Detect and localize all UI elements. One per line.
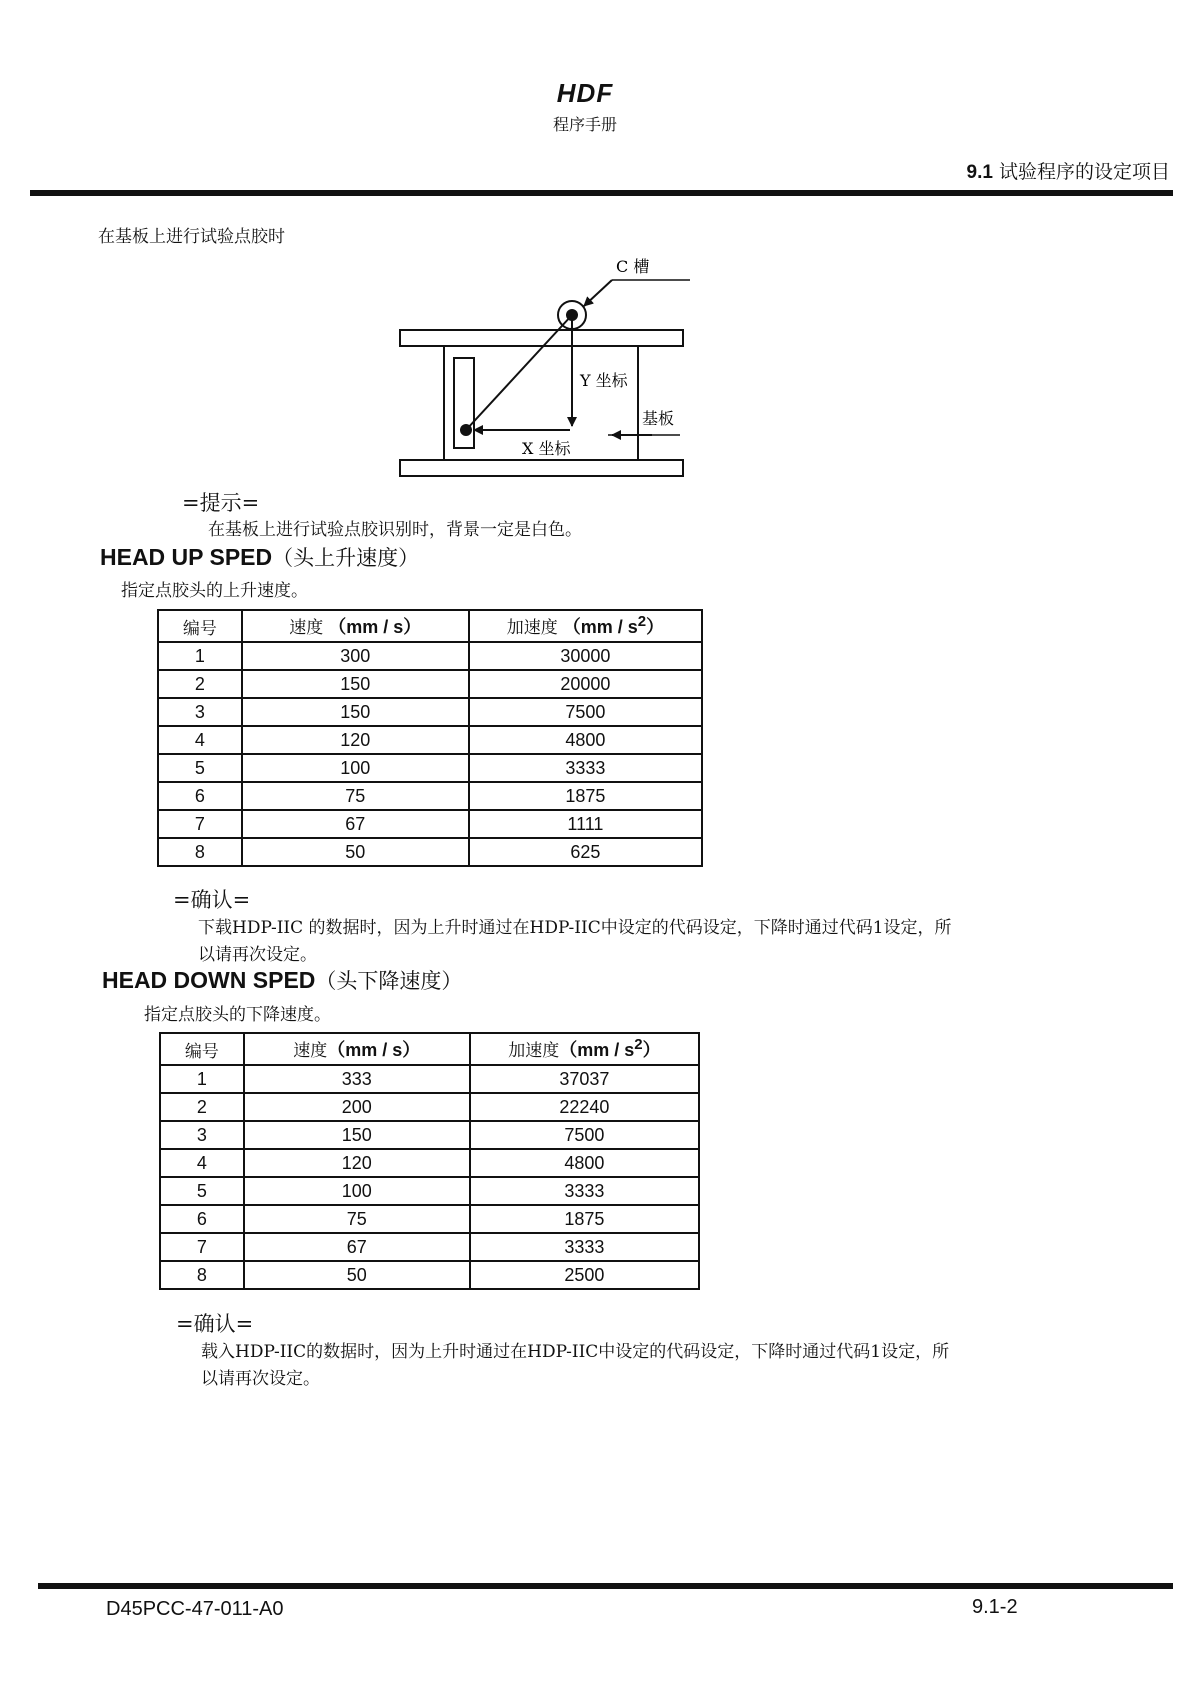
table-cell: 300 — [242, 642, 469, 670]
col-header-no: 编号 — [160, 1033, 244, 1065]
col-header-accel: 加速度 $(mm / s^2)$ — [469, 610, 702, 642]
footer-rule — [38, 1583, 1173, 1589]
table-cell: 120 — [242, 726, 469, 754]
table-cell: 4 — [160, 1149, 244, 1177]
board-diagram — [390, 250, 700, 485]
document-number: D45PCC-47-011-A0 — [106, 1598, 284, 1620]
header-rule — [30, 190, 1173, 196]
head-up-table — [157, 609, 703, 867]
table-row — [158, 782, 702, 810]
table-cell: 1 — [160, 1065, 244, 1093]
table-row — [158, 642, 702, 670]
table-cell: 37037 — [470, 1065, 699, 1093]
label-x-coord: X 坐标 — [522, 439, 571, 458]
table-cell: 67 — [242, 810, 469, 838]
table-cell: 50 — [244, 1261, 470, 1289]
head-up-description: 指定点胶头的上升速度。 — [121, 581, 308, 601]
head-up-confirm-line2: 以请再次设定。 — [198, 945, 317, 965]
head-down-confirm-title: =确认= — [176, 1312, 254, 1336]
manual-subtitle: 程序手册 — [552, 115, 617, 134]
table-cell: 100 — [242, 754, 469, 782]
table-row — [160, 1121, 699, 1149]
head-up-heading — [100, 542, 419, 572]
table-row — [158, 726, 702, 754]
table-cell: 3 — [158, 698, 242, 726]
section-number: 9.1 — [966, 162, 993, 183]
table-cell: 22240 — [470, 1093, 699, 1121]
table-cell: 3 — [160, 1121, 244, 1149]
table-cell: 625 — [469, 838, 702, 866]
table-cell: 3333 — [470, 1177, 699, 1205]
table-cell: 1875 — [470, 1205, 699, 1233]
table-row — [158, 754, 702, 782]
table-cell: 2500 — [470, 1261, 699, 1289]
table-cell: 50 — [242, 838, 469, 866]
label-c-groove: C 槽 — [616, 257, 650, 276]
col-header-speed: 速度（mm / s） — [244, 1033, 470, 1065]
table-header-row — [158, 610, 702, 642]
table-cell: 4 — [158, 726, 242, 754]
table-row — [158, 698, 702, 726]
table-cell: 333 — [244, 1065, 470, 1093]
table-cell: 7500 — [470, 1121, 699, 1149]
table-cell: 67 — [244, 1233, 470, 1261]
table-cell: 6 — [160, 1205, 244, 1233]
top-plate — [400, 330, 683, 346]
table-row — [158, 670, 702, 698]
table-cell: 75 — [244, 1205, 470, 1233]
table-row — [160, 1065, 699, 1093]
table-cell: 5 — [160, 1177, 244, 1205]
table-row — [158, 838, 702, 866]
table-cell: 75 — [242, 782, 469, 810]
bottom-plate — [400, 460, 683, 476]
table-cell: 7 — [160, 1233, 244, 1261]
head-up-confirm-line1: 下载HDP-IIC 的数据时，因为上升时通过在HDP-IIC中设定的代码设定，下降时通过代码1设定，所 — [198, 918, 952, 938]
head-down-confirm-line1: 载入HDP-IIC的数据时，因为上升时通过在HDP-IIC中设定的代码设定，下降时通过代码1设定，所 — [201, 1342, 950, 1362]
table-row — [160, 1149, 699, 1177]
table-row — [160, 1177, 699, 1205]
section-title: 试验程序的设定项目 — [998, 161, 1170, 183]
col-header-no: 编号 — [158, 610, 242, 642]
table-header-row — [160, 1033, 699, 1065]
table-cell: 8 — [160, 1261, 244, 1289]
brand-title: HDF — [556, 78, 614, 108]
table-cell: 20000 — [469, 670, 702, 698]
tip-title: =提示= — [182, 491, 260, 515]
table-row — [160, 1205, 699, 1233]
table-cell: 4800 — [469, 726, 702, 754]
table-cell: 2 — [160, 1093, 244, 1121]
table-row — [160, 1261, 699, 1289]
label-y-coord: Y 坐标 — [580, 371, 628, 390]
table-cell: 4800 — [470, 1149, 699, 1177]
table-cell: 120 — [244, 1149, 470, 1177]
table-cell: 8 — [158, 838, 242, 866]
col-header-accel: 加速度$(mm / s^2)$ — [470, 1033, 699, 1065]
head-down-heading — [102, 965, 462, 995]
table-cell: 1875 — [469, 782, 702, 810]
head-up-title-en: HEAD UP SPED — [100, 544, 273, 570]
table-row — [160, 1093, 699, 1121]
intro-text: 在基板上进行试验点胶时 — [98, 227, 285, 247]
table-cell: 150 — [242, 670, 469, 698]
table-cell: 150 — [244, 1121, 470, 1149]
table-cell: 150 — [242, 698, 469, 726]
table-cell: 6 — [158, 782, 242, 810]
head-down-table — [159, 1032, 700, 1290]
table-row — [158, 810, 702, 838]
table-cell: 2 — [158, 670, 242, 698]
table-cell: 7 — [158, 810, 242, 838]
table-cell: 3333 — [470, 1233, 699, 1261]
head-down-confirm-line2: 以请再次设定。 — [201, 1369, 320, 1389]
table-cell: 200 — [244, 1093, 470, 1121]
label-board: 基板 — [642, 409, 675, 428]
section-heading — [967, 157, 1170, 184]
table-row — [160, 1233, 699, 1261]
table-cell: 30000 — [469, 642, 702, 670]
head-down-title-cn: （头下降速度） — [315, 969, 463, 993]
table-cell: 5 — [158, 754, 242, 782]
table-cell: 3333 — [469, 754, 702, 782]
head-down-title-en: HEAD DOWN SPED — [102, 967, 316, 993]
tip-text: 在基板上进行试验点胶识别时，背景一定是白色。 — [208, 520, 582, 540]
table-cell: 7500 — [469, 698, 702, 726]
head-up-confirm-title: =确认= — [173, 888, 251, 912]
dispense-point — [460, 424, 472, 436]
head-down-description: 指定点胶头的下降速度。 — [144, 1005, 331, 1025]
table-cell: 1 — [158, 642, 242, 670]
table-cell: 100 — [244, 1177, 470, 1205]
head-up-title-cn: （头上升速度） — [272, 546, 420, 570]
page-number: 9.1-2 — [972, 1596, 1018, 1618]
col-header-speed: 速度 （mm / s） — [242, 610, 469, 642]
table-cell: 1111 — [469, 810, 702, 838]
